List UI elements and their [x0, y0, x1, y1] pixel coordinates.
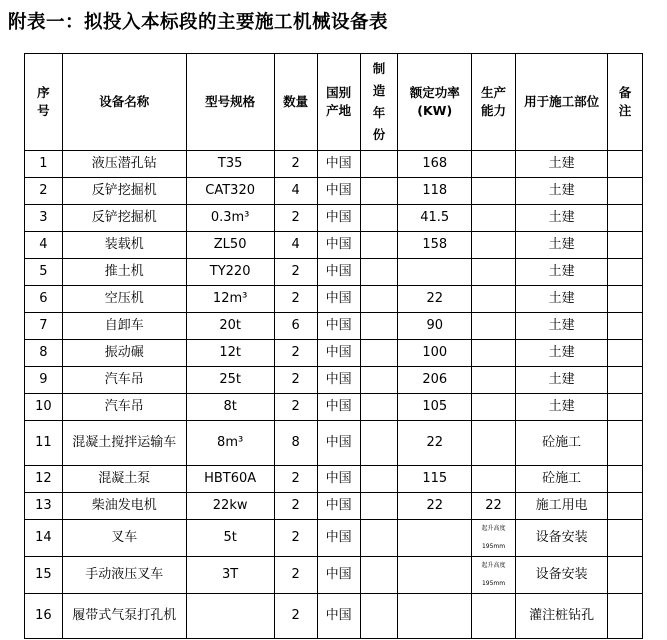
- cell-name: 汽车吊: [62, 394, 186, 421]
- cell-name: 手动液压叉车: [62, 557, 186, 594]
- header-capacity: 生产能力: [472, 54, 516, 151]
- cell-capacity: [472, 340, 516, 367]
- cell-name: 振动碾: [62, 340, 186, 367]
- cell-model: 12m³: [186, 286, 274, 313]
- table-row: [25, 340, 643, 367]
- cell-capacity: [472, 367, 516, 394]
- cell-capacity: [472, 178, 516, 205]
- cell-power: 158: [398, 232, 472, 259]
- cell-use: 设备安装: [516, 557, 608, 594]
- cell-year: [360, 421, 398, 466]
- cell-name: 推土机: [62, 259, 186, 286]
- cell-qty: 2: [274, 557, 317, 594]
- cell-origin: 中国: [317, 286, 360, 313]
- cell-name: 叉车: [62, 520, 186, 557]
- cell-name: 反铲挖掘机: [62, 205, 186, 232]
- cell-qty: 2: [274, 394, 317, 421]
- cell-capacity: [472, 286, 516, 313]
- cell-origin: 中国: [317, 557, 360, 594]
- cell-remark: [608, 178, 643, 205]
- cell-seq: 5: [25, 259, 63, 286]
- cell-power: 41.5: [398, 205, 472, 232]
- cell-seq: 2: [25, 178, 63, 205]
- cell-use: 施工用电: [516, 493, 608, 520]
- cell-qty: 2: [274, 340, 317, 367]
- cell-power: 168: [398, 151, 472, 178]
- cell-capacity: [472, 466, 516, 493]
- cell-qty: 4: [274, 232, 317, 259]
- cell-use: 砼施工: [516, 466, 608, 493]
- cell-model: ZL50: [186, 232, 274, 259]
- cell-qty: 2: [274, 259, 317, 286]
- cell-model: [186, 594, 274, 639]
- table-row: [25, 493, 643, 520]
- cell-use: 土建: [516, 313, 608, 340]
- cell-capacity: [472, 151, 516, 178]
- cell-remark: [608, 421, 643, 466]
- header-model: 型号规格: [186, 54, 274, 151]
- cell-model: T35: [186, 151, 274, 178]
- table-row: [25, 394, 643, 421]
- cell-power: [398, 259, 472, 286]
- cell-remark: [608, 367, 643, 394]
- cell-origin: 中国: [317, 493, 360, 520]
- cell-use: 设备安装: [516, 520, 608, 557]
- header-qty: 数量: [274, 54, 317, 151]
- cell-year: [360, 151, 398, 178]
- cell-power: 22: [398, 286, 472, 313]
- header-origin: 国别产地: [317, 54, 360, 151]
- cell-remark: [608, 594, 643, 639]
- cell-remark: [608, 259, 643, 286]
- cell-use: 土建: [516, 205, 608, 232]
- cell-origin: 中国: [317, 421, 360, 466]
- table-row: [25, 259, 643, 286]
- cell-name: 液压潜孔钻: [62, 151, 186, 178]
- cell-seq: 8: [25, 340, 63, 367]
- cell-seq: 13: [25, 493, 63, 520]
- cell-use: 砼施工: [516, 421, 608, 466]
- cell-use: 灌注桩钻孔: [516, 594, 608, 639]
- cell-seq: 3: [25, 205, 63, 232]
- header-name: 设备名称: [62, 54, 186, 151]
- cell-power: [398, 520, 472, 557]
- cell-capacity: [472, 313, 516, 340]
- table-row: [25, 232, 643, 259]
- cell-model: HBT60A: [186, 466, 274, 493]
- cell-qty: 2: [274, 205, 317, 232]
- cell-use: 土建: [516, 286, 608, 313]
- cell-name: 混凝土搅拌运输车: [62, 421, 186, 466]
- cell-use: 土建: [516, 151, 608, 178]
- cell-model: TY220: [186, 259, 274, 286]
- cell-power: 115: [398, 466, 472, 493]
- cell-name: 履带式气泵打孔机: [62, 594, 186, 639]
- cell-model: 3T: [186, 557, 274, 594]
- table-row: [25, 178, 643, 205]
- cell-name: 混凝土泵: [62, 466, 186, 493]
- cell-qty: 2: [274, 151, 317, 178]
- equipment-table: [24, 53, 643, 639]
- cell-power: 100: [398, 340, 472, 367]
- cell-year: [360, 286, 398, 313]
- cell-model: 0.3m³: [186, 205, 274, 232]
- cell-name: 空压机: [62, 286, 186, 313]
- cell-capacity: [472, 421, 516, 466]
- header-year: 制造年份: [360, 54, 398, 151]
- cell-model: 22kw: [186, 493, 274, 520]
- cell-model: 20t: [186, 313, 274, 340]
- cell-use: 土建: [516, 232, 608, 259]
- cell-model: 8m³: [186, 421, 274, 466]
- cell-qty: 4: [274, 178, 317, 205]
- cell-year: [360, 594, 398, 639]
- cell-name: 汽车吊: [62, 367, 186, 394]
- cell-name: 自卸车: [62, 313, 186, 340]
- cell-remark: [608, 340, 643, 367]
- cell-seq: 6: [25, 286, 63, 313]
- table-header-row: [25, 54, 643, 151]
- cell-remark: [608, 557, 643, 594]
- cell-use: 土建: [516, 367, 608, 394]
- cell-seq: 14: [25, 520, 63, 557]
- table-row: [25, 520, 643, 557]
- cell-origin: 中国: [317, 151, 360, 178]
- cell-seq: 12: [25, 466, 63, 493]
- cell-origin: 中国: [317, 594, 360, 639]
- cell-year: [360, 557, 398, 594]
- cell-year: [360, 493, 398, 520]
- cell-qty: 2: [274, 367, 317, 394]
- table-row: [25, 466, 643, 493]
- cell-seq: 10: [25, 394, 63, 421]
- cell-year: [360, 259, 398, 286]
- page-title: 附表一：拟投入本标段的主要施工机械设备表: [8, 12, 389, 33]
- cell-year: [360, 313, 398, 340]
- cell-model: 8t: [186, 394, 274, 421]
- table-row: [25, 151, 643, 178]
- cell-origin: 中国: [317, 232, 360, 259]
- cell-origin: 中国: [317, 520, 360, 557]
- cell-origin: 中国: [317, 340, 360, 367]
- cell-model: 5t: [186, 520, 274, 557]
- cell-remark: [608, 232, 643, 259]
- cell-capacity: [472, 394, 516, 421]
- cell-year: [360, 232, 398, 259]
- cell-seq: 1: [25, 151, 63, 178]
- cell-year: [360, 520, 398, 557]
- cell-qty: 2: [274, 520, 317, 557]
- cell-remark: [608, 466, 643, 493]
- cell-use: 土建: [516, 340, 608, 367]
- table-row: [25, 205, 643, 232]
- cell-power: 90: [398, 313, 472, 340]
- cell-model: 12t: [186, 340, 274, 367]
- cell-origin: 中国: [317, 367, 360, 394]
- cell-name: 反铲挖掘机: [62, 178, 186, 205]
- cell-seq: 9: [25, 367, 63, 394]
- header-remark: 备注: [608, 54, 643, 151]
- cell-seq: 16: [25, 594, 63, 639]
- cell-use: 土建: [516, 259, 608, 286]
- header-power: 额定功率(KW): [398, 54, 472, 151]
- cell-use: 土建: [516, 178, 608, 205]
- cell-power: 105: [398, 394, 472, 421]
- header-seq: 序号: [25, 54, 63, 151]
- cell-qty: 2: [274, 493, 317, 520]
- cell-qty: 2: [274, 594, 317, 639]
- cell-remark: [608, 520, 643, 557]
- cell-qty: 8: [274, 421, 317, 466]
- cell-power: 118: [398, 178, 472, 205]
- table-row: [25, 421, 643, 466]
- cell-capacity: 22: [472, 493, 516, 520]
- cell-origin: 中国: [317, 178, 360, 205]
- cell-use: 土建: [516, 394, 608, 421]
- cell-seq: 7: [25, 313, 63, 340]
- cell-origin: 中国: [317, 394, 360, 421]
- cell-power: [398, 557, 472, 594]
- table-row: [25, 367, 643, 394]
- cell-capacity: [472, 594, 516, 639]
- cell-year: [360, 178, 398, 205]
- table-row: [25, 557, 643, 594]
- cell-year: [360, 466, 398, 493]
- cell-remark: [608, 286, 643, 313]
- cell-origin: 中国: [317, 259, 360, 286]
- cell-capacity: 起升高度195mm: [472, 520, 516, 557]
- cell-qty: 2: [274, 286, 317, 313]
- cell-origin: 中国: [317, 205, 360, 232]
- cell-seq: 15: [25, 557, 63, 594]
- cell-power: 22: [398, 493, 472, 520]
- cell-name: 柴油发电机: [62, 493, 186, 520]
- cell-remark: [608, 313, 643, 340]
- cell-year: [360, 367, 398, 394]
- header-use: 用于施工部位: [516, 54, 608, 151]
- cell-remark: [608, 394, 643, 421]
- cell-seq: 11: [25, 421, 63, 466]
- cell-capacity: [472, 259, 516, 286]
- table-row: [25, 286, 643, 313]
- cell-remark: [608, 151, 643, 178]
- cell-model: 25t: [186, 367, 274, 394]
- cell-origin: 中国: [317, 466, 360, 493]
- cell-model: CAT320: [186, 178, 274, 205]
- cell-qty: 6: [274, 313, 317, 340]
- cell-power: [398, 594, 472, 639]
- cell-qty: 2: [274, 466, 317, 493]
- table-row: [25, 313, 643, 340]
- cell-year: [360, 394, 398, 421]
- cell-name: 装载机: [62, 232, 186, 259]
- cell-year: [360, 205, 398, 232]
- cell-capacity: [472, 205, 516, 232]
- cell-seq: 4: [25, 232, 63, 259]
- cell-power: 22: [398, 421, 472, 466]
- cell-power: 206: [398, 367, 472, 394]
- table-row: [25, 594, 643, 639]
- cell-remark: [608, 205, 643, 232]
- cell-origin: 中国: [317, 313, 360, 340]
- cell-capacity: 起升高度195mm: [472, 557, 516, 594]
- cell-remark: [608, 493, 643, 520]
- cell-capacity: [472, 232, 516, 259]
- cell-year: [360, 340, 398, 367]
